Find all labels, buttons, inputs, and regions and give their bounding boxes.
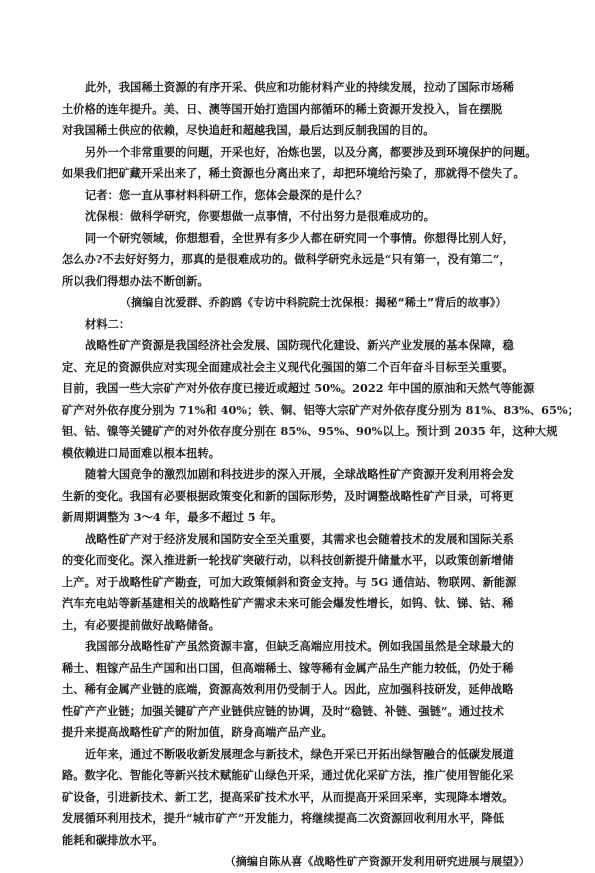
text-line: 我国部分战略性矿产虽然资源丰富，但缺乏高端应用技术。例如我国虽然是全球最大的 bbox=[85, 639, 514, 653]
text-line: 战略性矿产资源是我国经济社会发展、国防现代化建设、新兴产业发展的基本保障，稳 bbox=[85, 338, 514, 352]
text-line: 汽车充电站等新基建相关的战略性矿产需求未来可能会爆发性增长，如钨、钛、锑、钴、稀 bbox=[62, 596, 514, 610]
text-line: 性矿产产业链；加强关键矿产产业链供应链的协调，及时“稳链、补链、强链”。通过技术 bbox=[62, 703, 504, 718]
text-line: 土，有必要提前做好战略储备。 bbox=[62, 617, 221, 632]
text-line: 此外，我国稀土资源的有序开采、供应和功能材料产业的持续发展，拉动了国际市场稀 bbox=[85, 80, 514, 94]
text-line: 沈保根：做科学研究，你要想做一点事情，不付出努力是很难成功的。 bbox=[85, 209, 435, 223]
text-line: 目前，我国一些大宗矿产对外依存度已接近或超过 50%。2022 年中国的原油和天然气等能源 bbox=[62, 381, 535, 395]
text-line: 路。数字化、智能化等新兴技术赋能矿山绿色开采，通过优化采矿方法，推广使用智能化采 bbox=[62, 768, 514, 782]
text-line: 生新的变化。我国有必要根据政策变化和新的国际形势，及时调整战略性矿产目录，可将更 bbox=[62, 488, 514, 503]
text-line: 提升来提高战略性矿产的附加值，跻身高端产品产业。 bbox=[62, 725, 333, 739]
text-line: 模依赖进口局面难以根本扭转。 bbox=[62, 445, 221, 460]
text-line: 对我国稀土供应的依赖，尽快追赶和超越我国，最后达到反制我国的目的。 bbox=[62, 123, 435, 137]
text-line: 另外一个非常重要的问题，开采也好，冶炼也罢，以及分离，都要涉及到环境保护的问题。 bbox=[85, 144, 537, 159]
text-line: 矿产对外依存度分别为 71%和 40%；铁、铜、铝等大宗矿产对外依存度分别为 81%、83%、65%； bbox=[62, 402, 579, 417]
section-heading: 材料二： bbox=[85, 317, 131, 331]
text-line: 同一个研究领域，你想想看，全世界有多少人都在研究同一个事情。你想得比别人好， bbox=[85, 230, 514, 245]
text-line: 定、充足的资源供应对实现全面建成社会主义现代化强国的第二个百年奋斗目标至关重要。 bbox=[62, 359, 514, 374]
text-line: 土、稀有金属产业链的底端，资源高效利用仍受制于人。因此，应加强科技研发，延伸战略 bbox=[62, 682, 514, 696]
text-line: 稀土、粗镓产品生产国和出口国，但高端稀土、镓等稀有金属产品生产能力较低，仍处于稀 bbox=[62, 660, 514, 675]
text-line: 矿设备，引进新技术、新工艺，提高采矿技术水平，从而提高开采回采率，实现降本增效。 bbox=[62, 789, 514, 804]
text-line: 如果我们把矿藏开采出来了，稀土资源也分离出来了，却把环境给污染了，那就得不偿失了。 bbox=[62, 166, 525, 180]
text-line: 钽、钴、镍等关键矿产的对外依存度分别在 85%、95%、90%以上。预计到 2035 年，这种大规 bbox=[62, 424, 558, 438]
text-line: 所以我们得想办法不断创新。 bbox=[62, 273, 209, 288]
text-line: 发展循环利用技术，提升“城市矿产”开发能力，将继续提高二次资源回收利用水平，降低 bbox=[62, 811, 504, 825]
text-line: 上产。对于战略性矿产勘查，可加大政策倾斜和资金支持。与 5G 通信站、物联网、新能源 bbox=[62, 574, 517, 589]
text-line: 土价格的连年提升。美、日、澳等国开始打造国内部循环的稀土资源开发投入，旨在摆脱 bbox=[62, 101, 503, 116]
source-citation: （摘编自陈从喜《战略性矿产资源开发利用研究进展与展望》） bbox=[224, 855, 530, 868]
text-line: 的变化而变化。深入推进新一轮找矿突破行动，以科技创新提升储量水平，以政策创新增储 bbox=[62, 553, 514, 567]
text-line: 能耗和碳排放水平。 bbox=[62, 832, 164, 847]
text-line: 记者：您一直从事材料科研工作，您体会最深的是什么？ bbox=[85, 187, 368, 202]
article-text bbox=[62, 77, 579, 873]
text-line: 怎么办?不去好好努力，那真的是很难成功的。做科学研究永远是“只有第一，没有第二”， bbox=[62, 252, 511, 266]
text-line: 近年来，通过不断吸收新发展理念与新技术，绿色开采已开拓出绿智融合的低碳发展道 bbox=[85, 746, 514, 761]
text-line: 战略性矿产对于经济发展和国防安全至关重要，其需求也会随着技术的发展和国际关系 bbox=[85, 531, 514, 546]
text-line: 随着大国竞争的激烈加剧和科技进步的深入开展，全球战略性矿产资源开发利用将会发 bbox=[85, 467, 514, 481]
source-citation: （摘编自沈爱群、乔韵鸥《专访中科院院士沈保根：揭秘“稀土”背后的故事》） bbox=[120, 296, 507, 309]
text-line: 新周期调整为 3～4 年，最多不超过 5 年。 bbox=[62, 510, 283, 524]
